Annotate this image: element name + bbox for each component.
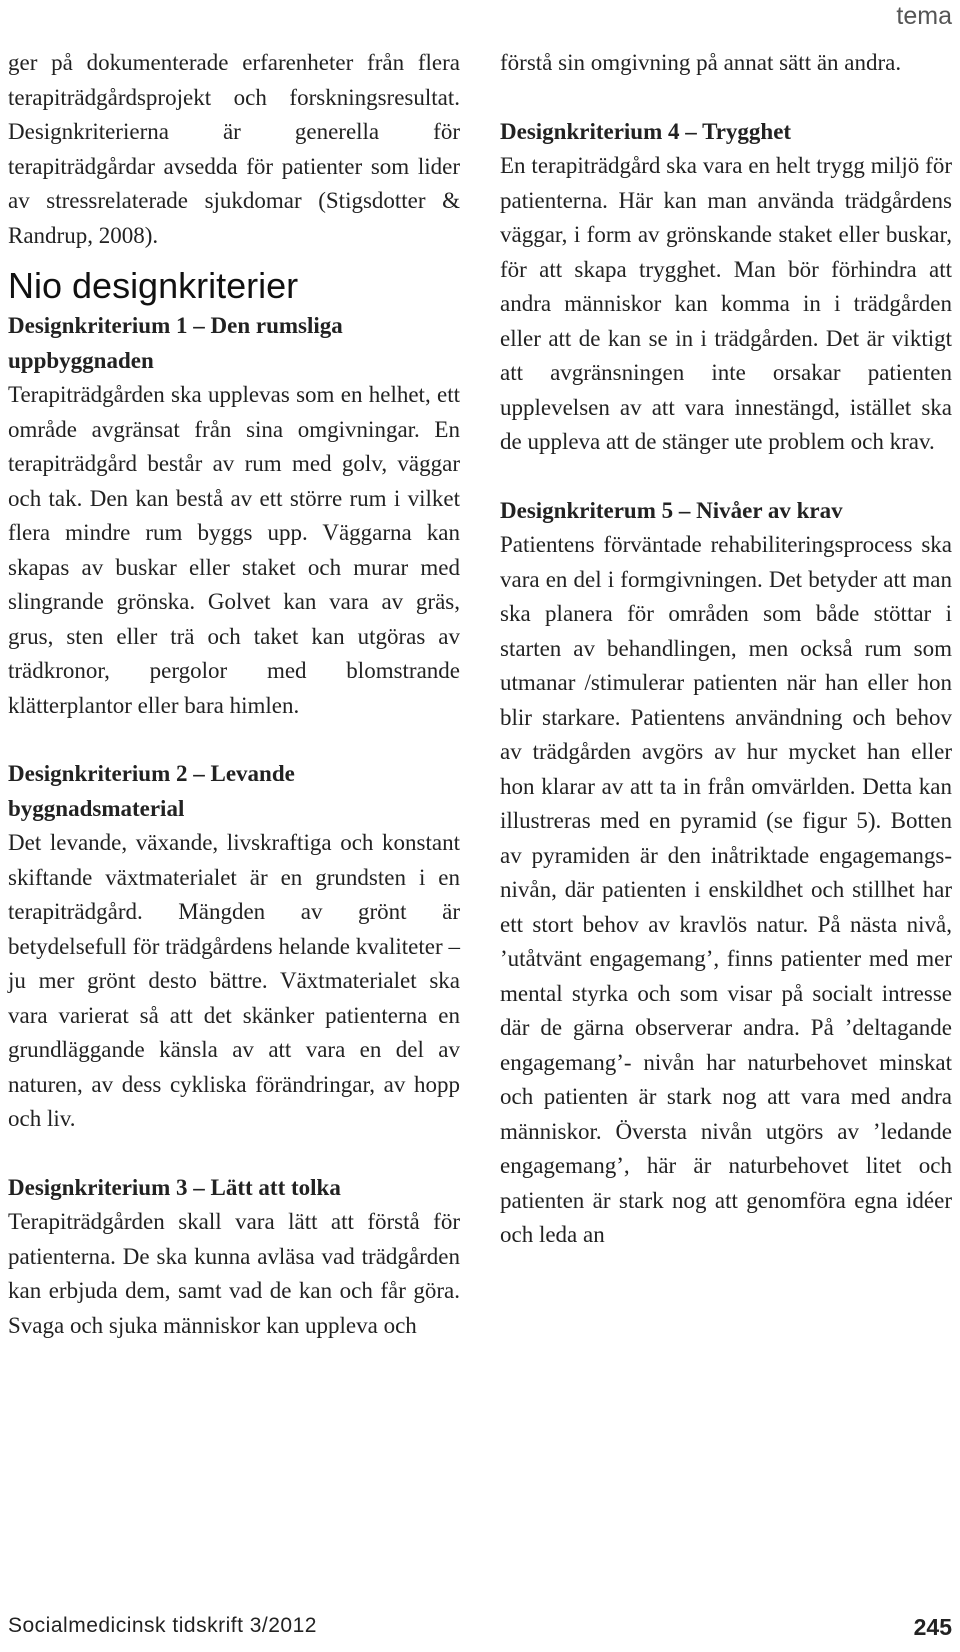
criterion-5-text: Patientens förväntade rehabiliteringsprocess ska vara en del i formgivningen. Det betyder att man ska planera för områden som både stöttar i starten av behandlingen, men också rum som utmanar /stimulerar patienten när han eller hon blir starkare. Patientens användning och behov av trädgården avgörs av hur mycket han eller hon klarar av att ta in från omvärlden. Detta kan illustreras med en pyramid (se figur 5). Botten av pyramiden är den inåtriktade engagemangs-nivån, där patienten i enskildhet och stillhet har ett stort behov av kravlös natur. På nästa nivå, ’utåtvänt engagemang’, finns patienter med mer mental styrka och som visar på socialt intresse där de gärna observerar andra. På ’deltagande engagemang’- nivån har naturbehovet minskat och patienten är stark nog att vara med andra människor. Översta nivån utgörs av ’ledande engagemang’, här är naturbehovet litet och patienten är stark nog att genomföra egna idéer och leda an — [500, 532, 952, 1247]
criterion-5-heading: Designkriterum 5 – Nivåer av krav — [500, 497, 843, 523]
continued-paragraph: förstå sin omgivning på annat sätt än andra. — [500, 50, 902, 75]
column-left — [8, 46, 460, 1343]
criterion-4-heading: Designkriterium 4 – Trygghet — [500, 118, 792, 144]
criterion-2-heading: Designkriterium 2 – Levande byggnadsmaterial — [8, 761, 295, 821]
section-label: tema — [896, 2, 952, 30]
intro-paragraph: ger på dokumenterade erfarenheter från flera terapiträdgårdsprojekt och forskningsresultat. Designkriterierna är generella för terapiträdgårdar avsedda för patienter som lider av stressrelaterade sjukdomar (Stigsdotter & Randrup, 2008). — [8, 50, 460, 248]
column-right — [500, 46, 952, 1253]
journal-footer: Socialmedicinsk tidskrift 3/2012 — [8, 1614, 317, 1637]
criterion-1-heading: Designkriterium 1 – Den rumsliga uppbyggnaden — [8, 313, 343, 373]
criterion-3-heading: Designkriterium 3 – Lätt att tolka — [8, 1174, 341, 1200]
criterion-1-text: Terapiträdgården ska upplevas som en helhet, ett område avgränsat från sina omgivningar. En terapiträdgård består av rum med golv, väggar och tak. Den kan bestå av ett större rum i vilket flera mindre rum byggs upp. Väggarna kan skapas av buskar eller staket och murar med slingrande grönska. Golvet kan vara av gräs, grus, sten eller trä och taket kan utgöras av trädkronor, pergolor med blomstrande klätterplantor eller bara himlen. — [8, 382, 460, 718]
section-title: Nio designkriterier — [8, 265, 299, 306]
criterion-3-text: Terapiträdgården skall vara lätt att förstå för patienterna. De ska kunna avläsa vad trädgården kan erbjuda dem, samt vad de kan och får göra. Svaga och sjuka människor kan uppleva och — [8, 1209, 460, 1338]
criterion-4-text: En terapiträdgård ska vara en helt trygg miljö för patienterna. Här kan man använda trädgårdens väggar, i form av grönskande staket eller buskar, för att skapa trygghet. Man bör förhindra att andra människor kan komma in i trädgården eller att de kan se in i trädgården. Det är viktigt att avgränsningen inte orsakar patienten upplevelsen av att vara innestängd, istället ska de uppleva att de stänger ute problem och krav. — [500, 153, 952, 454]
page-number: 245 — [913, 1614, 952, 1640]
criterion-2-text: Det levande, växande, livskraftiga och konstant skiftande växtmaterialet är en grundsten i en terapiträdgård. Mängden av grönt är betydelsefull för trädgårdens helande kvaliteter – ju mer grönt desto bättre. Växtmaterialet ska vara varierat så att det skänker patienterna en grundläggande känsla av att vara en del av naturen, av dess cykliska förändringar, av hopp och liv. — [8, 830, 460, 1131]
